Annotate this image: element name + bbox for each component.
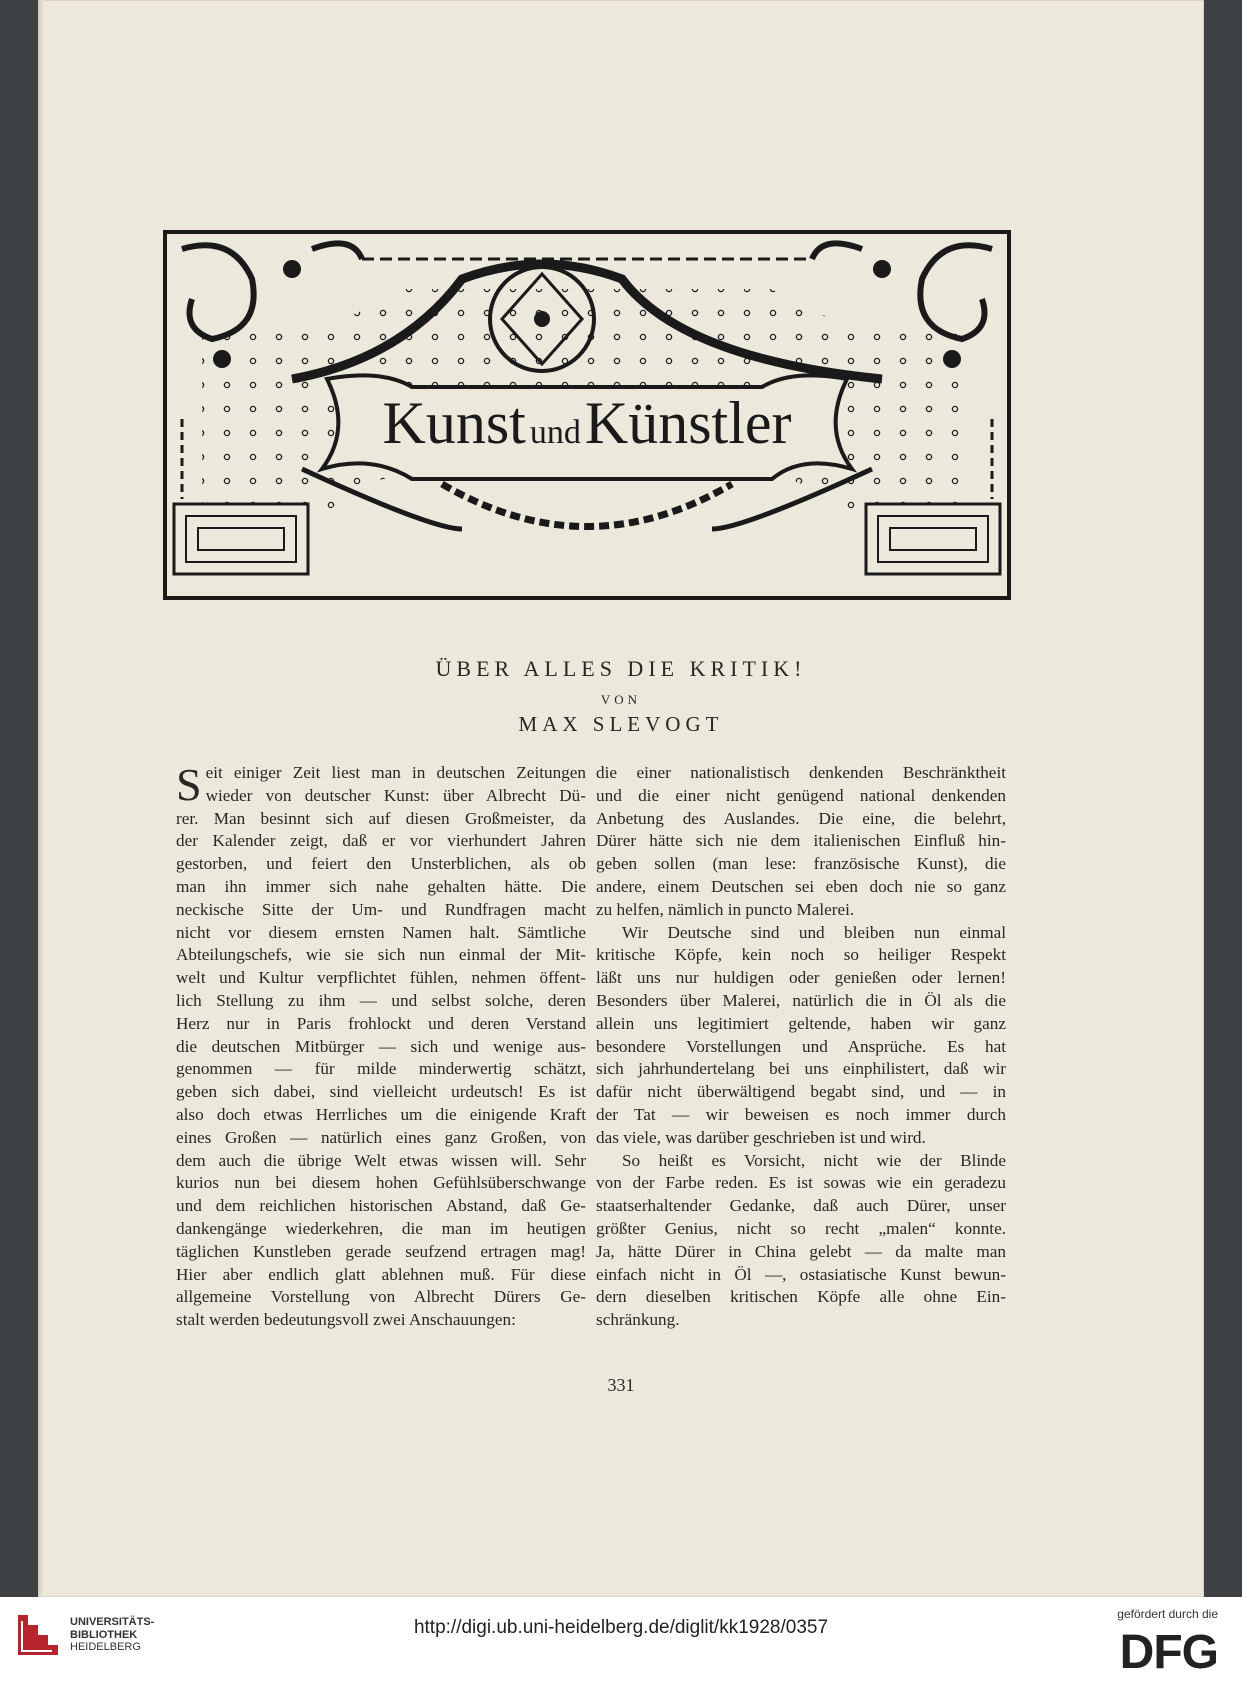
- text-line: Besonders über Malerei, natürlich die in Öl als die: [596, 990, 1006, 1010]
- text-line: genommen — für milde minderwertig schätzt,: [176, 1059, 586, 1079]
- text-line: dafür nicht überwältigend begabt sind, und — in: [596, 1082, 1006, 1102]
- text-line: täglichen Kunstleben gerade seufzend ertragen mag!: [176, 1241, 586, 1261]
- text-line: gestorben, und feiert den Unsterblichen, als ob: [176, 854, 586, 874]
- text-line: Abteilungschefs, wie sie sich nun einmal der Mit-: [176, 945, 586, 965]
- article-author: MAX SLEVOGT: [518, 712, 724, 736]
- text-line: besondere Vorstellungen und Ansprüche. Es hat: [596, 1036, 1006, 1056]
- text-line: Dürer hätte sich nie dem italienischen Einfluß hin-: [596, 831, 1006, 851]
- text-line: von der Farbe reden. Es ist sowas wie ein geradezu: [596, 1173, 1006, 1193]
- text-line: die einer nationalistisch denkenden Beschränktheit: [596, 763, 1006, 782]
- text-line: läßt uns nur huldigen oder genießen oder lernen!: [596, 968, 1006, 988]
- text-line: und dem reichlichen historischen Abstand, daß Ge-: [176, 1196, 586, 1216]
- text-line: der Tat — wir beweisen es noch immer durch: [596, 1104, 1006, 1124]
- dfg-logo: DFG: [1119, 1626, 1218, 1679]
- text-line: eit einiger Zeit liest man in deutschen Zeitungen: [205, 763, 586, 782]
- text-line: also doch etwas Herrliches um die einigende Kraft: [176, 1104, 586, 1124]
- text-line: dern dieselben kritischen Köpfe alle ohne Ein-: [596, 1287, 1006, 1307]
- text-line: man ihn immer sich nahe gehalten hätte. Die: [176, 876, 586, 896]
- text-line: neckische Sitte der Um- und Rundfragen macht: [176, 899, 586, 919]
- text-line: das viele, was darüber geschrieben ist und wird.: [596, 1127, 926, 1147]
- text-line: kurios nun bei diesem hohen Gefühlsüberschwange: [176, 1173, 586, 1193]
- text-line: allein uns legitimiert geltende, haben wir ganz: [596, 1013, 1006, 1033]
- text-line: größter Genius, nicht so recht „malen“ konnte.: [596, 1218, 1006, 1238]
- text-line: andere, einem Deutschen sei eben doch nie so ganz: [596, 876, 1006, 896]
- masthead-title: [162, 389, 1012, 458]
- masthead-word-kunst: Kunst: [382, 390, 526, 456]
- source-url-link[interactable]: http://digi.ub.uni-heidelberg.de/diglit/kk1928/0357: [413, 1617, 829, 1638]
- text-line: Wir Deutsche sind und bleiben nun einmal: [622, 922, 1006, 942]
- text-line: der Kalender zeigt, daß er vor vierhundert Jahren: [176, 831, 586, 851]
- library-name-line3: HEIDELBERG: [70, 1641, 141, 1653]
- text-line: kritische Köpfe, kein noch so heiliger Respekt: [596, 945, 1006, 965]
- text-line: stalt werden bedeutungsvoll zwei Anschauungen:: [176, 1310, 516, 1330]
- footer-bar: [0, 1597, 1242, 1687]
- text-line: rer. Man besinnt sich auf diesen Großmeister, da: [176, 808, 586, 828]
- page-number: 331: [607, 1375, 635, 1395]
- text-line: Ja, hätte Dürer in China gelebt — da malte man: [596, 1241, 1006, 1261]
- text-line: geben sich dabei, sind vielleicht urdeutsch! Es ist: [176, 1082, 586, 1102]
- text-line: Hier aber endlich glatt ablehnen muß. Für diese: [176, 1264, 586, 1284]
- text-line: sich jahrhundertelang bei uns einphilistert, daß wir: [596, 1059, 1006, 1079]
- text-line: So heißt es Vorsicht, nicht wie der Blinde: [622, 1150, 1006, 1170]
- masthead-ornament: [162, 229, 1012, 601]
- text-line: dankengänge wiederkehren, die man im heutigen: [176, 1218, 586, 1238]
- text-line: und die einer nicht genügend national denkenden: [596, 785, 1006, 805]
- funding-caption: gefördert durch die: [1117, 1607, 1218, 1621]
- text-line: welt und Kultur verpflichtet fühlen, nehmen öffent-: [176, 968, 586, 988]
- masthead-word-kuenstler: Künstler: [584, 390, 792, 456]
- text-line: geben sollen (man lese: französische Kunst), die: [596, 854, 1006, 874]
- text-line: lich Stellung zu ihm — und selbst solche, deren: [176, 990, 586, 1010]
- text-line: Herz nur in Paris frohlockt und deren Verstand: [176, 1013, 586, 1033]
- text-line: nicht vor diesem ernsten Namen halt. Sämtliche: [176, 922, 586, 942]
- text-line: staatserhaltender Gedanke, daß auch Dürer, unser: [596, 1196, 1006, 1216]
- text-line: Anbetung des Auslandes. Die eine, die belehrt,: [596, 808, 1006, 828]
- drop-cap: S: [176, 759, 202, 810]
- text-line: allgemeine Vorstellung von Albrecht Dürers Ge-: [176, 1287, 586, 1307]
- text-line: eines Großen — natürlich eines ganz Großen, von: [176, 1127, 586, 1147]
- left-column: [176, 759, 586, 1332]
- text-line: die deutschen Mitbürger — sich und wenige aus-: [176, 1036, 586, 1056]
- text-line: wieder von deutscher Kunst: über Albrecht Dü-: [205, 785, 586, 805]
- masthead-word-und: und: [529, 414, 581, 451]
- text-line: einfach nicht in Öl —, ostasiatische Kunst bewun-: [596, 1264, 1006, 1284]
- text-line: schränkung.: [596, 1310, 680, 1330]
- right-column: [596, 762, 1006, 1332]
- library-name-line2: BIBLIOTHEK: [70, 1628, 138, 1641]
- text-line: dem auch die übrige Welt etwas wissen will. Sehr: [176, 1150, 586, 1170]
- library-name-line1: UNIVERSITÄTS-: [70, 1616, 155, 1628]
- article-title: ÜBER ALLES DIE KRITIK!: [435, 656, 807, 681]
- text-line: zu helfen, nämlich in puncto Malerei.: [596, 899, 855, 919]
- article-von: VON: [600, 692, 642, 707]
